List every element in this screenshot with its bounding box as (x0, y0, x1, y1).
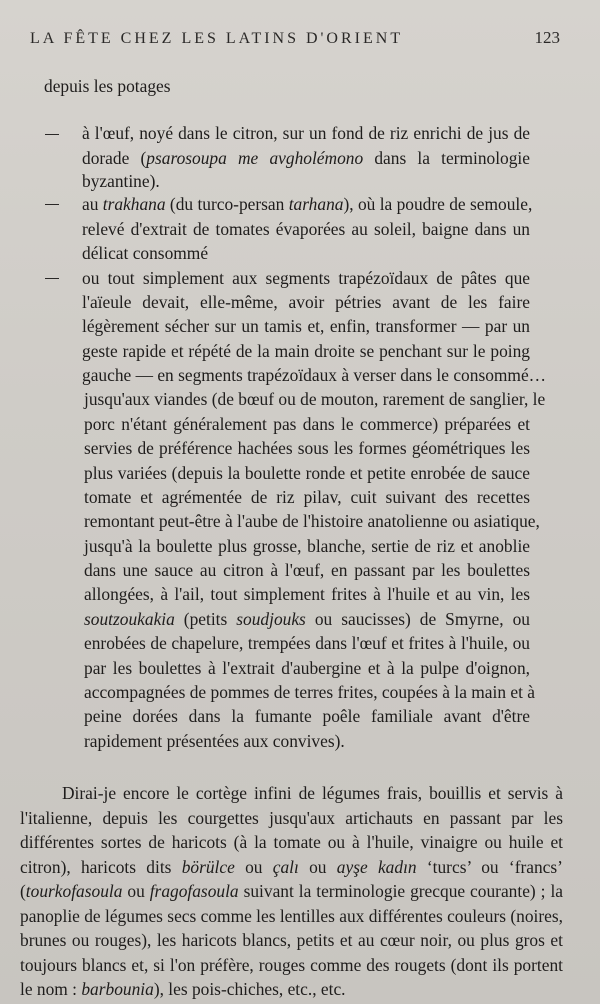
item-1-line-3: byzantine). (82, 171, 160, 191)
item-2-line-3: délicat consommé (82, 243, 209, 263)
intro-line: depuis les potages (44, 76, 171, 96)
paragraph-line-8: toujours blancs et, si l'on préfère, rouges comme des rougets (dont ils portent (20, 955, 563, 975)
continuation-line-9: allongées, à l'ail, tout simplement frites à l'huile et au vin, les (84, 584, 530, 604)
paragraph-line-7: brunes ou rouges), les haricots blancs, petits et au cœur noir, ou plus gros et (20, 930, 563, 950)
dash-marker (45, 134, 59, 135)
item-2-line-2: relevé d'extrait de tomates évaporées au soleil, baigne dans un (82, 219, 530, 239)
continuation-line-13: accompagnées de pommes de terres frites, coupées à la main et à (84, 682, 535, 702)
continuation-line-6: remontant peut-être à l'aube de l'histoire anatolienne ou asiatique, (84, 511, 540, 531)
paragraph-line-4: citron), haricots dits börülce ou çalı ou ayşe kadın ‘turcs’ ou ‘francs’ (20, 857, 563, 877)
continuation-line-12: par les boulettes à l'extrait d'aubergine et à la pulpe d'oignon, (84, 658, 530, 678)
continuation-line-4: plus variées (depuis la boulette ronde et petite enrobée de sauce (84, 463, 530, 483)
item-3-line-1: ou tout simplement aux segments trapézoïdaux de pâtes que (82, 268, 530, 288)
running-head: LA FÊTE CHEZ LES LATINS D'ORIENT (30, 30, 404, 47)
continuation-line-15: rapidement présentées aux convives). (84, 731, 345, 751)
dash-marker (45, 204, 59, 205)
item-2-line-1: au trakhana (du turco-persan tarhana), où la poudre de semoule, (82, 194, 533, 214)
item-3-line-5: gauche — en segments trapézoïdaux à verser dans le consommé… (82, 365, 547, 385)
dash-marker (45, 278, 59, 279)
continuation-line-5: tomate et agrémentée de riz pilav, cuit suivant des recettes (84, 487, 530, 507)
continuation-line-3: servies de préférence hachées sous les formes géométriques les (84, 438, 530, 458)
paragraph-line-3: différentes sortes de haricots (à la tomate ou à l'huile, vinaigre ou huile et (20, 832, 563, 852)
item-1-line-1: à l'œuf, noyé dans le citron, sur un fond de riz enrichi de jus de (82, 123, 530, 143)
continuation-line-10: soutzoukakia (petits soudjouks ou saucisses) de Smyrne, ou (84, 609, 530, 629)
continuation-line-11: enrobées de chapelure, trempées dans l'œuf et frites à l'huile, ou (84, 633, 530, 653)
continuation-line-2: porc n'étant généralement pas dans le commerce) préparées et (84, 414, 530, 434)
continuation-line-7: jusqu'à la boulette plus grosse, blanche, sertie de riz et anoblie (84, 536, 530, 556)
page-number: 123 (534, 28, 560, 47)
paragraph-line-2: l'italienne, depuis les courgettes jusqu'aux artichauts en passant par les (20, 808, 563, 828)
paragraph-line-5: (tourkofasoula ou fragofasoula suivant la terminologie grecque courante) ; la (20, 881, 563, 901)
paragraph-line-1: Dirai-je encore le cortège infini de légumes frais, bouillis et servis à (62, 783, 563, 803)
continuation-line-14: peine dorées dans la fumante poêle familiale avant d'être (84, 706, 530, 726)
paragraph-line-9: le nom : barbounia), les pois-chiches, etc., etc. (20, 979, 346, 999)
page-header (30, 28, 560, 48)
continuation-line-8: dans une sauce au citron à l'œuf, en passant par les boulettes (84, 560, 530, 580)
continuation-line-1: jusqu'aux viandes (de bœuf ou de mouton, rarement de sanglier, le (84, 389, 546, 409)
item-3-line-3: légèrement sécher sur un tamis et, enfin, transformer — par un (82, 316, 530, 336)
item-1-line-2: dorade (psarosoupa me avgholémono dans la terminologie (82, 148, 530, 168)
item-3-line-2: l'aïeule devait, elle-même, avoir pétries avant de les faire (82, 292, 530, 312)
item-3-line-4: geste rapide et répété de la main droite se penchant sur le poing (82, 341, 530, 361)
paragraph-line-6: panoplie de légumes secs comme les lentilles aux différentes couleurs (noires, (20, 906, 563, 926)
